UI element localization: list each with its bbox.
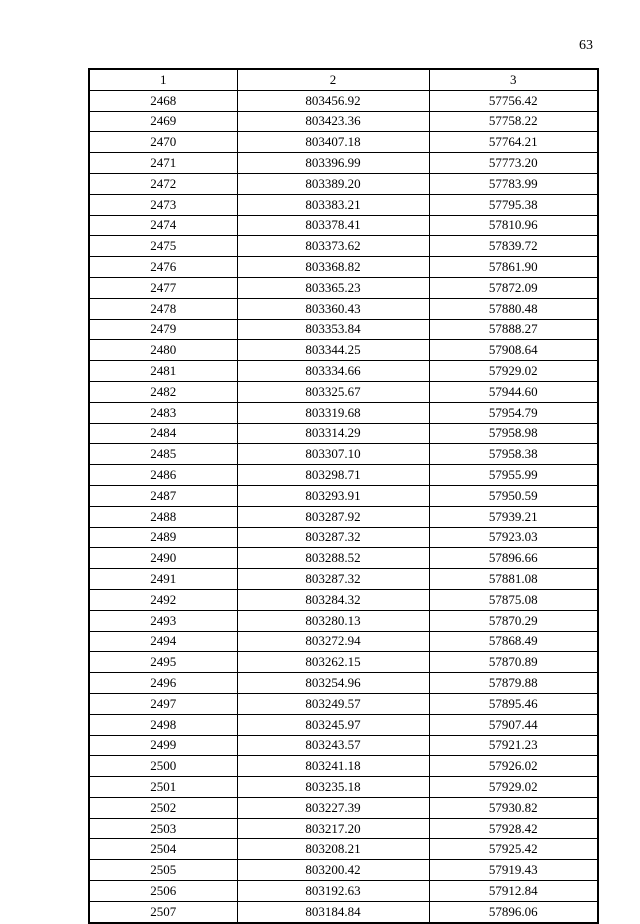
x-coordinate-cell: 803192.63: [237, 881, 429, 902]
page-number: 63: [579, 38, 593, 53]
x-coordinate-cell: 803407.18: [237, 132, 429, 153]
point-number-cell: 2507: [89, 901, 237, 922]
table-row: [89, 423, 598, 444]
table-row: [89, 194, 598, 215]
y-coordinate-cell: 57930.82: [429, 797, 598, 818]
y-coordinate-cell: 57929.02: [429, 361, 598, 382]
point-number-cell: 2479: [89, 319, 237, 340]
y-coordinate-cell: 57912.84: [429, 881, 598, 902]
table-row: [89, 277, 598, 298]
point-number-cell: 2486: [89, 465, 237, 486]
x-coordinate-cell: 803298.71: [237, 465, 429, 486]
y-coordinate-cell: 57923.03: [429, 527, 598, 548]
table-row: [89, 465, 598, 486]
point-number-cell: 2505: [89, 860, 237, 881]
x-coordinate-cell: 803365.23: [237, 277, 429, 298]
x-coordinate-cell: 803287.32: [237, 569, 429, 590]
x-coordinate-cell: 803235.18: [237, 777, 429, 798]
point-number-cell: 2506: [89, 881, 237, 902]
x-coordinate-cell: 803245.97: [237, 714, 429, 735]
x-coordinate-cell: 803287.92: [237, 506, 429, 527]
y-coordinate-cell: 57810.96: [429, 215, 598, 236]
table-row: [89, 402, 598, 423]
table-row: [89, 132, 598, 153]
table-row: [89, 361, 598, 382]
x-coordinate-cell: 803383.21: [237, 194, 429, 215]
point-number-cell: 2492: [89, 589, 237, 610]
x-coordinate-cell: 803334.66: [237, 361, 429, 382]
x-coordinate-cell: 803360.43: [237, 298, 429, 319]
table-row: [89, 777, 598, 798]
x-coordinate-cell: 803288.52: [237, 548, 429, 569]
point-number-cell: 2504: [89, 839, 237, 860]
point-number-cell: 2474: [89, 215, 237, 236]
y-coordinate-cell: 57908.64: [429, 340, 598, 361]
point-number-cell: 2475: [89, 236, 237, 257]
column-header-3: 3: [429, 69, 598, 90]
point-number-cell: 2468: [89, 90, 237, 111]
table-row: [89, 860, 598, 881]
table-row: [89, 236, 598, 257]
x-coordinate-cell: 803284.32: [237, 589, 429, 610]
y-coordinate-cell: 57925.42: [429, 839, 598, 860]
point-number-cell: 2500: [89, 756, 237, 777]
x-coordinate-cell: 803254.96: [237, 673, 429, 694]
column-header-1: 1: [89, 69, 237, 90]
table-row: [89, 111, 598, 132]
table-row: [89, 610, 598, 631]
point-number-cell: 2495: [89, 652, 237, 673]
table-row: [89, 714, 598, 735]
y-coordinate-cell: 57881.08: [429, 569, 598, 590]
x-coordinate-cell: 803280.13: [237, 610, 429, 631]
x-coordinate-cell: 803243.57: [237, 735, 429, 756]
y-coordinate-cell: 57895.46: [429, 693, 598, 714]
y-coordinate-cell: 57875.08: [429, 589, 598, 610]
x-coordinate-cell: 803287.32: [237, 527, 429, 548]
y-coordinate-cell: 57896.66: [429, 548, 598, 569]
point-number-cell: 2469: [89, 111, 237, 132]
x-coordinate-cell: 803456.92: [237, 90, 429, 111]
x-coordinate-cell: 803208.21: [237, 839, 429, 860]
point-number-cell: 2487: [89, 485, 237, 506]
y-coordinate-cell: 57872.09: [429, 277, 598, 298]
x-coordinate-cell: 803272.94: [237, 631, 429, 652]
point-number-cell: 2490: [89, 548, 237, 569]
point-number-cell: 2493: [89, 610, 237, 631]
y-coordinate-cell: 57929.02: [429, 777, 598, 798]
y-coordinate-cell: 57939.21: [429, 506, 598, 527]
y-coordinate-cell: 57950.59: [429, 485, 598, 506]
point-number-cell: 2498: [89, 714, 237, 735]
y-coordinate-cell: 57839.72: [429, 236, 598, 257]
y-coordinate-cell: 57861.90: [429, 257, 598, 278]
table-row: [89, 153, 598, 174]
x-coordinate-cell: 803389.20: [237, 173, 429, 194]
y-coordinate-cell: 57773.20: [429, 153, 598, 174]
point-number-cell: 2480: [89, 340, 237, 361]
x-coordinate-cell: 803200.42: [237, 860, 429, 881]
point-number-cell: 2499: [89, 735, 237, 756]
point-number-cell: 2470: [89, 132, 237, 153]
y-coordinate-cell: 57955.99: [429, 465, 598, 486]
point-number-cell: 2473: [89, 194, 237, 215]
x-coordinate-cell: 803378.41: [237, 215, 429, 236]
y-coordinate-cell: 57795.38: [429, 194, 598, 215]
y-coordinate-cell: 57868.49: [429, 631, 598, 652]
point-number-cell: 2496: [89, 673, 237, 694]
point-number-cell: 2501: [89, 777, 237, 798]
y-coordinate-cell: 57944.60: [429, 381, 598, 402]
point-number-cell: 2502: [89, 797, 237, 818]
x-coordinate-cell: 803307.10: [237, 444, 429, 465]
x-coordinate-cell: 803262.15: [237, 652, 429, 673]
table-row: [89, 881, 598, 902]
y-coordinate-cell: 57919.43: [429, 860, 598, 881]
table-row: [89, 485, 598, 506]
y-coordinate-cell: 57879.88: [429, 673, 598, 694]
point-number-cell: 2482: [89, 381, 237, 402]
column-header-2: 2: [237, 69, 429, 90]
y-coordinate-cell: 57880.48: [429, 298, 598, 319]
table-row: [89, 90, 598, 111]
y-coordinate-cell: 57921.23: [429, 735, 598, 756]
point-number-cell: 2472: [89, 173, 237, 194]
x-coordinate-cell: 803353.84: [237, 319, 429, 340]
y-coordinate-cell: 57896.06: [429, 901, 598, 922]
y-coordinate-cell: 57870.89: [429, 652, 598, 673]
y-coordinate-cell: 57928.42: [429, 818, 598, 839]
x-coordinate-cell: 803319.68: [237, 402, 429, 423]
y-coordinate-cell: 57888.27: [429, 319, 598, 340]
table-header-row: [89, 69, 598, 90]
x-coordinate-cell: 803249.57: [237, 693, 429, 714]
point-number-cell: 2471: [89, 153, 237, 174]
table-row: [89, 818, 598, 839]
table-row: [89, 797, 598, 818]
table-row: [89, 298, 598, 319]
table-row: [89, 381, 598, 402]
x-coordinate-cell: 803423.36: [237, 111, 429, 132]
y-coordinate-cell: 57926.02: [429, 756, 598, 777]
point-number-cell: 2476: [89, 257, 237, 278]
y-coordinate-cell: 57954.79: [429, 402, 598, 423]
point-number-cell: 2489: [89, 527, 237, 548]
table-row: [89, 548, 598, 569]
table-row: [89, 506, 598, 527]
x-coordinate-cell: 803396.99: [237, 153, 429, 174]
x-coordinate-cell: 803368.82: [237, 257, 429, 278]
table-row: [89, 673, 598, 694]
table-row: [89, 589, 598, 610]
x-coordinate-cell: 803217.20: [237, 818, 429, 839]
point-number-cell: 2497: [89, 693, 237, 714]
point-number-cell: 2494: [89, 631, 237, 652]
table-row: [89, 756, 598, 777]
table-row: [89, 839, 598, 860]
x-coordinate-cell: 803241.18: [237, 756, 429, 777]
table-row: [89, 569, 598, 590]
x-coordinate-cell: 803325.67: [237, 381, 429, 402]
table-row: [89, 631, 598, 652]
coordinates-table: [88, 68, 599, 924]
table-row: [89, 215, 598, 236]
table-row: [89, 319, 598, 340]
table-body: [89, 90, 598, 922]
table-row: [89, 444, 598, 465]
point-number-cell: 2488: [89, 506, 237, 527]
table-row: [89, 527, 598, 548]
x-coordinate-cell: 803184.84: [237, 901, 429, 922]
table-row: [89, 173, 598, 194]
y-coordinate-cell: 57870.29: [429, 610, 598, 631]
table-row: [89, 257, 598, 278]
point-number-cell: 2477: [89, 277, 237, 298]
y-coordinate-cell: 57758.22: [429, 111, 598, 132]
table-row: [89, 340, 598, 361]
x-coordinate-cell: 803373.62: [237, 236, 429, 257]
point-number-cell: 2483: [89, 402, 237, 423]
table-row: [89, 652, 598, 673]
point-number-cell: 2484: [89, 423, 237, 444]
y-coordinate-cell: 57764.21: [429, 132, 598, 153]
table-row: [89, 735, 598, 756]
point-number-cell: 2478: [89, 298, 237, 319]
point-number-cell: 2485: [89, 444, 237, 465]
y-coordinate-cell: 57783.99: [429, 173, 598, 194]
x-coordinate-cell: 803344.25: [237, 340, 429, 361]
point-number-cell: 2503: [89, 818, 237, 839]
y-coordinate-cell: 57958.98: [429, 423, 598, 444]
x-coordinate-cell: 803227.39: [237, 797, 429, 818]
x-coordinate-cell: 803314.29: [237, 423, 429, 444]
table-row: [89, 693, 598, 714]
point-number-cell: 2481: [89, 361, 237, 382]
y-coordinate-cell: 57756.42: [429, 90, 598, 111]
point-number-cell: 2491: [89, 569, 237, 590]
y-coordinate-cell: 57958.38: [429, 444, 598, 465]
x-coordinate-cell: 803293.91: [237, 485, 429, 506]
y-coordinate-cell: 57907.44: [429, 714, 598, 735]
